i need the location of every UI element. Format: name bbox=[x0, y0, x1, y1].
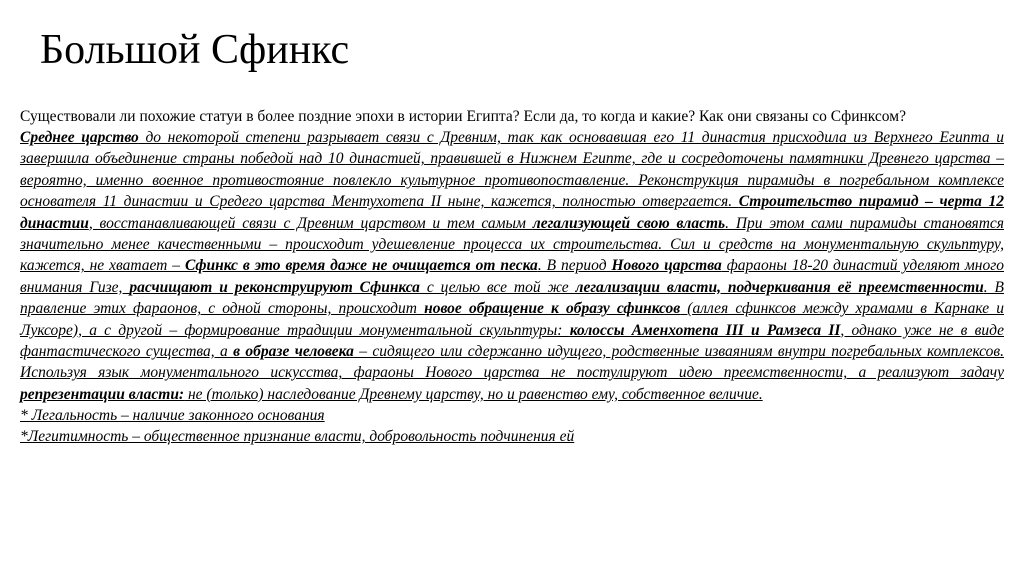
slide-title: Большой Сфинкс bbox=[40, 27, 350, 73]
answer-text: с целью все той же bbox=[419, 278, 576, 296]
answer-emphasis: легализующей свою власть bbox=[532, 214, 726, 232]
answer-text: . В правление этих фараонов, с одной стороны, происходит bbox=[20, 278, 1005, 318]
answer-emphasis: Сфинкс в это время даже не очищается от песка bbox=[184, 257, 538, 275]
question-text: Существовали ли похожие статуи в более поздние эпохи в истории Египта? Если да, то когда и какие? Как они связаны со Сфинксом? bbox=[20, 108, 906, 125]
answer-emphasis: расчищают и реконструируют Сфинкса bbox=[129, 278, 420, 296]
answer-emphasis: колоссы Аменхотепа III и Рамзеса II bbox=[569, 321, 841, 339]
answer-paragraph bbox=[20, 127, 1004, 405]
answer-text: . При этом сами пирамиды становятся значительно менее качественными – происходит удешевление процесса их строительства. Сил и средств на монументальную скульптуру, кажется, не хватает – bbox=[20, 214, 1004, 275]
note-legitimacy: *Легитимность – общественное признание власти, добровольность подчинения ей bbox=[20, 428, 575, 446]
answer-text: , восстанавливающей связи с Древним царством и тем самым bbox=[88, 214, 533, 232]
answer-text: , однако уже не в виде фантастического существа, а bbox=[20, 321, 1004, 361]
answer-emphasis: в образе человека bbox=[233, 343, 354, 361]
answer-text: (аллея сфинксов между храмами в Карнаке и Луксоре), а с другой – формирование традиции монументальной скульптуры: bbox=[20, 300, 1004, 339]
answer-emphasis: Среднее царство bbox=[20, 129, 139, 146]
answer-text: не (только) наследование Древнему царству, но и равенство ему, собственное величие. bbox=[184, 385, 763, 403]
answer-emphasis: новое обращение к образу сфинксов bbox=[424, 300, 681, 318]
answer-emphasis: Строительство пирамид – черта 12 династии bbox=[20, 193, 1004, 232]
answer-text: фараоны 18-20 династий уделяют много внимания Гизе, bbox=[20, 257, 1004, 296]
note-legality: * Легальность – наличие законного основания bbox=[20, 407, 325, 425]
slide-body bbox=[20, 106, 1004, 447]
answer-text: . В период bbox=[537, 257, 612, 275]
answer-emphasis: Нового царства bbox=[611, 257, 722, 275]
answer-text: – сидящего или сдержанно идущего, родственные изваяниям внутри погребальных комплексов. Используя язык монументального искусства, фараоны Нового царства не постулируют идею преемственности, а реализуют задачу bbox=[20, 343, 1004, 382]
answer-text: до некоторой степени разрывает связи с Древним, так как основавшая его 11 династия присходила из Верхнего Египта и завершила объединение страны победой над 10 династией, правившей в Нижнем Египте, где и сосредоточены памятники Древнего царства – вероятно, именно военное противостояние повлекло культурное противопоставление. Реконструкция пирамиды в погребальном комплексе основателя 11 династии и Средего царства Ментухотепа II ныне, кажется, полностью отвергается. bbox=[20, 129, 1004, 211]
answer-emphasis: репрезентации власти: bbox=[20, 385, 185, 403]
answer-emphasis: легализации власти, подчеркивания её преемственности bbox=[575, 278, 984, 296]
